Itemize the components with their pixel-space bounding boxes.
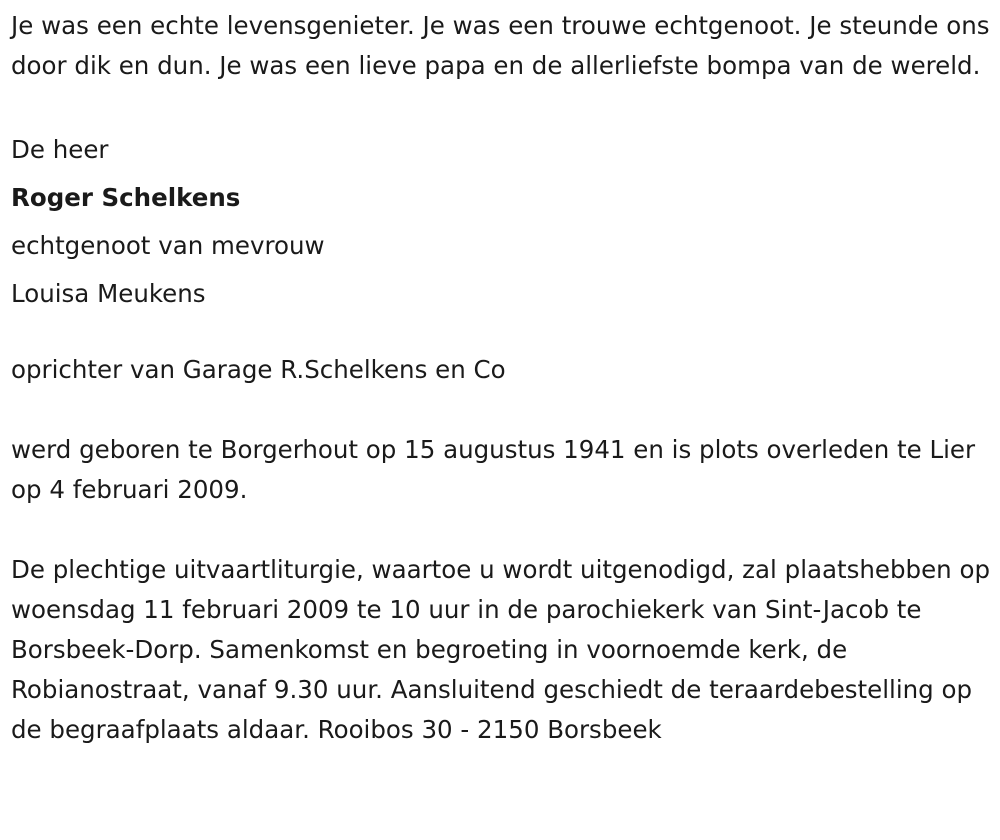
intro-paragraph: Je was een echte levensgenieter. Je was een trouwe echtgenoot. Je steunde ons door dik en dun. Je was een lieve papa en de allerliefste bompa van de wereld.	[11, 11, 990, 80]
spouse-name: Louisa Meukens	[11, 279, 206, 308]
title-prefix: De heer	[11, 135, 109, 164]
funeral-paragraph: De plechtige uitvaartliturgie, waartoe u wordt uitgenodigd, zal plaatshebben op woensdag 11 februari 2009 te 10 uur in de parochiekerk van Sint-Jacob te Borsbeek-Dorp. Samenkomst en begroeting in voornoemde kerk, de Robianostraat, vanaf 9.30 uur. Aansluitend geschiedt de teraardebestelling op de begraafplaats aldaar. Rooibos 30 - 2150 Borsbeek	[11, 555, 991, 744]
obituary-document	[11, 6, 996, 750]
deceased-name: Roger Schelkens	[11, 183, 241, 212]
spacer	[11, 510, 996, 550]
spacer	[11, 390, 996, 430]
birth-death-paragraph: werd geboren te Borgerhout op 15 augustus 1941 en is plots overleden te Lier op 4 februari 2009.	[11, 435, 976, 504]
spacer	[11, 318, 996, 350]
founder-line: oprichter van Garage R.Schelkens en Co	[11, 355, 506, 384]
spouse-label: echtgenoot van mevrouw	[11, 231, 325, 260]
spacer	[11, 86, 996, 126]
